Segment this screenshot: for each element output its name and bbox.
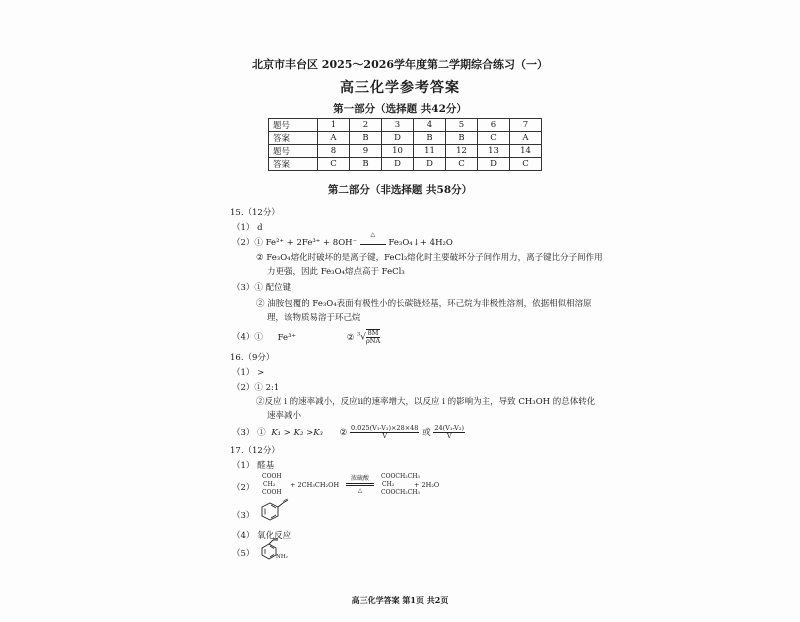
q16-heading: 16.（9分）	[230, 353, 275, 363]
esterification-arrow	[346, 473, 374, 494]
question-number-row	[269, 145, 542, 158]
fraction-numerator: 24(V₁-V₂)	[434, 424, 465, 432]
question-number-row	[269, 119, 542, 132]
question-number-cell: 12	[446, 145, 478, 158]
q17-heading: 17.（12分）	[230, 446, 280, 456]
q16-or: 或	[422, 428, 431, 438]
structure-top: COOH	[262, 473, 282, 480]
q17-answer-1: （1） 醛基	[232, 461, 275, 471]
acid-catalyst-condition: 浓硫酸	[350, 475, 369, 482]
q16-answer-3	[232, 425, 465, 440]
q15-heading: 15.（12分）	[230, 208, 280, 218]
q15-answer-4: （4）① Fe³⁺ ② $^3$√ $\frac{8M}{\text{ρNA}}$	[232, 329, 381, 345]
q15-answer-1: （1） d	[232, 223, 263, 233]
q15-eq-right: Fe₃O₄↓+ 4H₂O	[388, 238, 453, 248]
answer-table	[268, 118, 542, 171]
q15-answer-3b-line1: ② 油胺包覆的 Fe₃O₄表面有极性小的长碳链烃基，环己烷为非极性溶剂，依据相似相溶原	[256, 299, 592, 309]
q15-eq-left: （2）① Fe²⁺ + 2Fe³⁺ + 8OH⁻	[232, 238, 358, 248]
q16-3-expr: K₁ > K₂ >K₃	[271, 428, 323, 438]
question-number-cell: 14	[510, 145, 542, 158]
answer-cell: C	[478, 132, 510, 145]
q17-2-tail: + 2H₂O	[414, 481, 440, 489]
q16-fraction-1	[350, 425, 419, 440]
q16-answer-2b-line2: 速率减小	[267, 411, 302, 421]
heat-condition: △	[370, 231, 376, 238]
q17-2-label: （2）	[232, 483, 255, 493]
answer-cell: D	[382, 158, 414, 171]
malonic-acid-structure	[262, 473, 282, 497]
q17-3-label: （3）	[232, 511, 255, 521]
answer-cell: B	[350, 158, 382, 171]
answer-cell: A	[318, 132, 350, 145]
answer-cell: A	[510, 132, 542, 145]
q16-3-label: （3） ①	[232, 428, 266, 438]
fraction-denominator: V	[382, 432, 388, 440]
q15-answer-3b-line2: 理，该物质易溶于环己烷	[267, 313, 361, 323]
question-number-cell: 3	[382, 119, 414, 132]
row-label: 答案	[269, 132, 318, 145]
answer-cell: B	[446, 132, 478, 145]
question-number-cell: 8	[318, 145, 350, 158]
row-label: 题号	[269, 145, 318, 158]
fraction-numerator: 0.025(V₁-V₂)×28×48	[350, 424, 419, 432]
question-number-cell: 2	[350, 119, 382, 132]
q15-answer-2b-line1: ② Fe₃O₄熔化时破坏的是离子键，FeCl₃熔化时主要破坏分子间作用力，离子键比分子间作用	[256, 253, 603, 263]
structure-bottom: COOCH₂CH₃	[381, 489, 420, 496]
root-index: 3	[357, 331, 361, 338]
fraction-denominator: ρNA	[365, 337, 381, 345]
question-number-cell: 1	[318, 119, 350, 132]
fraction-denominator: V	[446, 432, 452, 440]
answer-cell: D	[478, 158, 510, 171]
heat-condition: △	[357, 487, 363, 494]
q15-4-label: （4）①	[232, 332, 263, 343]
q15-4-ion: Fe³⁺	[277, 332, 296, 343]
q15-answer-2a	[232, 231, 453, 248]
answer-cell: C	[510, 158, 542, 171]
q17-5-label: （5）	[232, 549, 255, 559]
row-label: 题号	[269, 119, 318, 132]
part1-heading: 第一部分（选择题 共42分）	[333, 103, 467, 115]
q16-fraction-2	[433, 425, 465, 440]
page-title: 高三化学参考答案	[340, 80, 460, 96]
fraction-numerator: 8M	[367, 329, 379, 337]
q16-answer-2a: （2）① 2:1	[232, 383, 280, 393]
question-number-cell: 5	[446, 119, 478, 132]
q17-2-reagent: + 2CH₃CH₂OH	[290, 481, 340, 489]
q16-3b-label: ②	[339, 428, 348, 438]
answer-cell: C	[318, 158, 350, 171]
structure-bottom: COOH	[262, 489, 282, 496]
reaction-arrow	[360, 231, 386, 245]
question-number-cell: 6	[478, 119, 510, 132]
question-number-cell: 10	[382, 145, 414, 158]
answer-cell: D	[382, 132, 414, 145]
exam-header: 北京市丰台区 2025～2026学年度第二学期综合练习（一）	[251, 58, 549, 71]
q16-answer-1: （1） >	[232, 368, 265, 378]
answer-cell: D	[414, 158, 446, 171]
q17-answer-4: （4） 氧化反应	[232, 531, 292, 541]
amino-group-label: NH₂	[276, 554, 288, 560]
q15-answer-3a: （3）① 配位键	[232, 283, 292, 293]
q15-4b-label: ②	[346, 332, 355, 343]
question-number-cell: 9	[350, 145, 382, 158]
answer-cell: B	[350, 132, 382, 145]
question-number-cell: 11	[414, 145, 446, 158]
question-number-cell: 13	[478, 145, 510, 158]
q16-answer-2b-line1: ②反应 i 的速率减小，反应ii的速率增大，以反应 i 的影响为主，导致 CH₃OH 的总体转化	[256, 397, 596, 407]
question-number-cell: 7	[510, 119, 542, 132]
q15-answer-2b-line2: 力更强，因此 Fe₃O₄熔点高于 FeCl₃	[267, 267, 405, 277]
part2-heading: 第二部分（非选择题 共58分）	[327, 184, 473, 196]
page-footer: 高三化学答案 第1页 共2页	[351, 595, 449, 605]
structure-top: COOCH₂CH₃	[381, 473, 420, 480]
styrene-structure-icon	[260, 497, 290, 523]
structure-mid: CH₂	[382, 481, 395, 488]
answer-cell: C	[446, 158, 478, 171]
answer-row	[269, 158, 542, 171]
answer-row	[269, 132, 542, 145]
answer-cell: B	[414, 132, 446, 145]
question-number-cell: 4	[414, 119, 446, 132]
structure-mid: CH₂	[263, 481, 276, 488]
row-label: 答案	[269, 158, 318, 171]
q15-4-fraction	[366, 329, 380, 345]
